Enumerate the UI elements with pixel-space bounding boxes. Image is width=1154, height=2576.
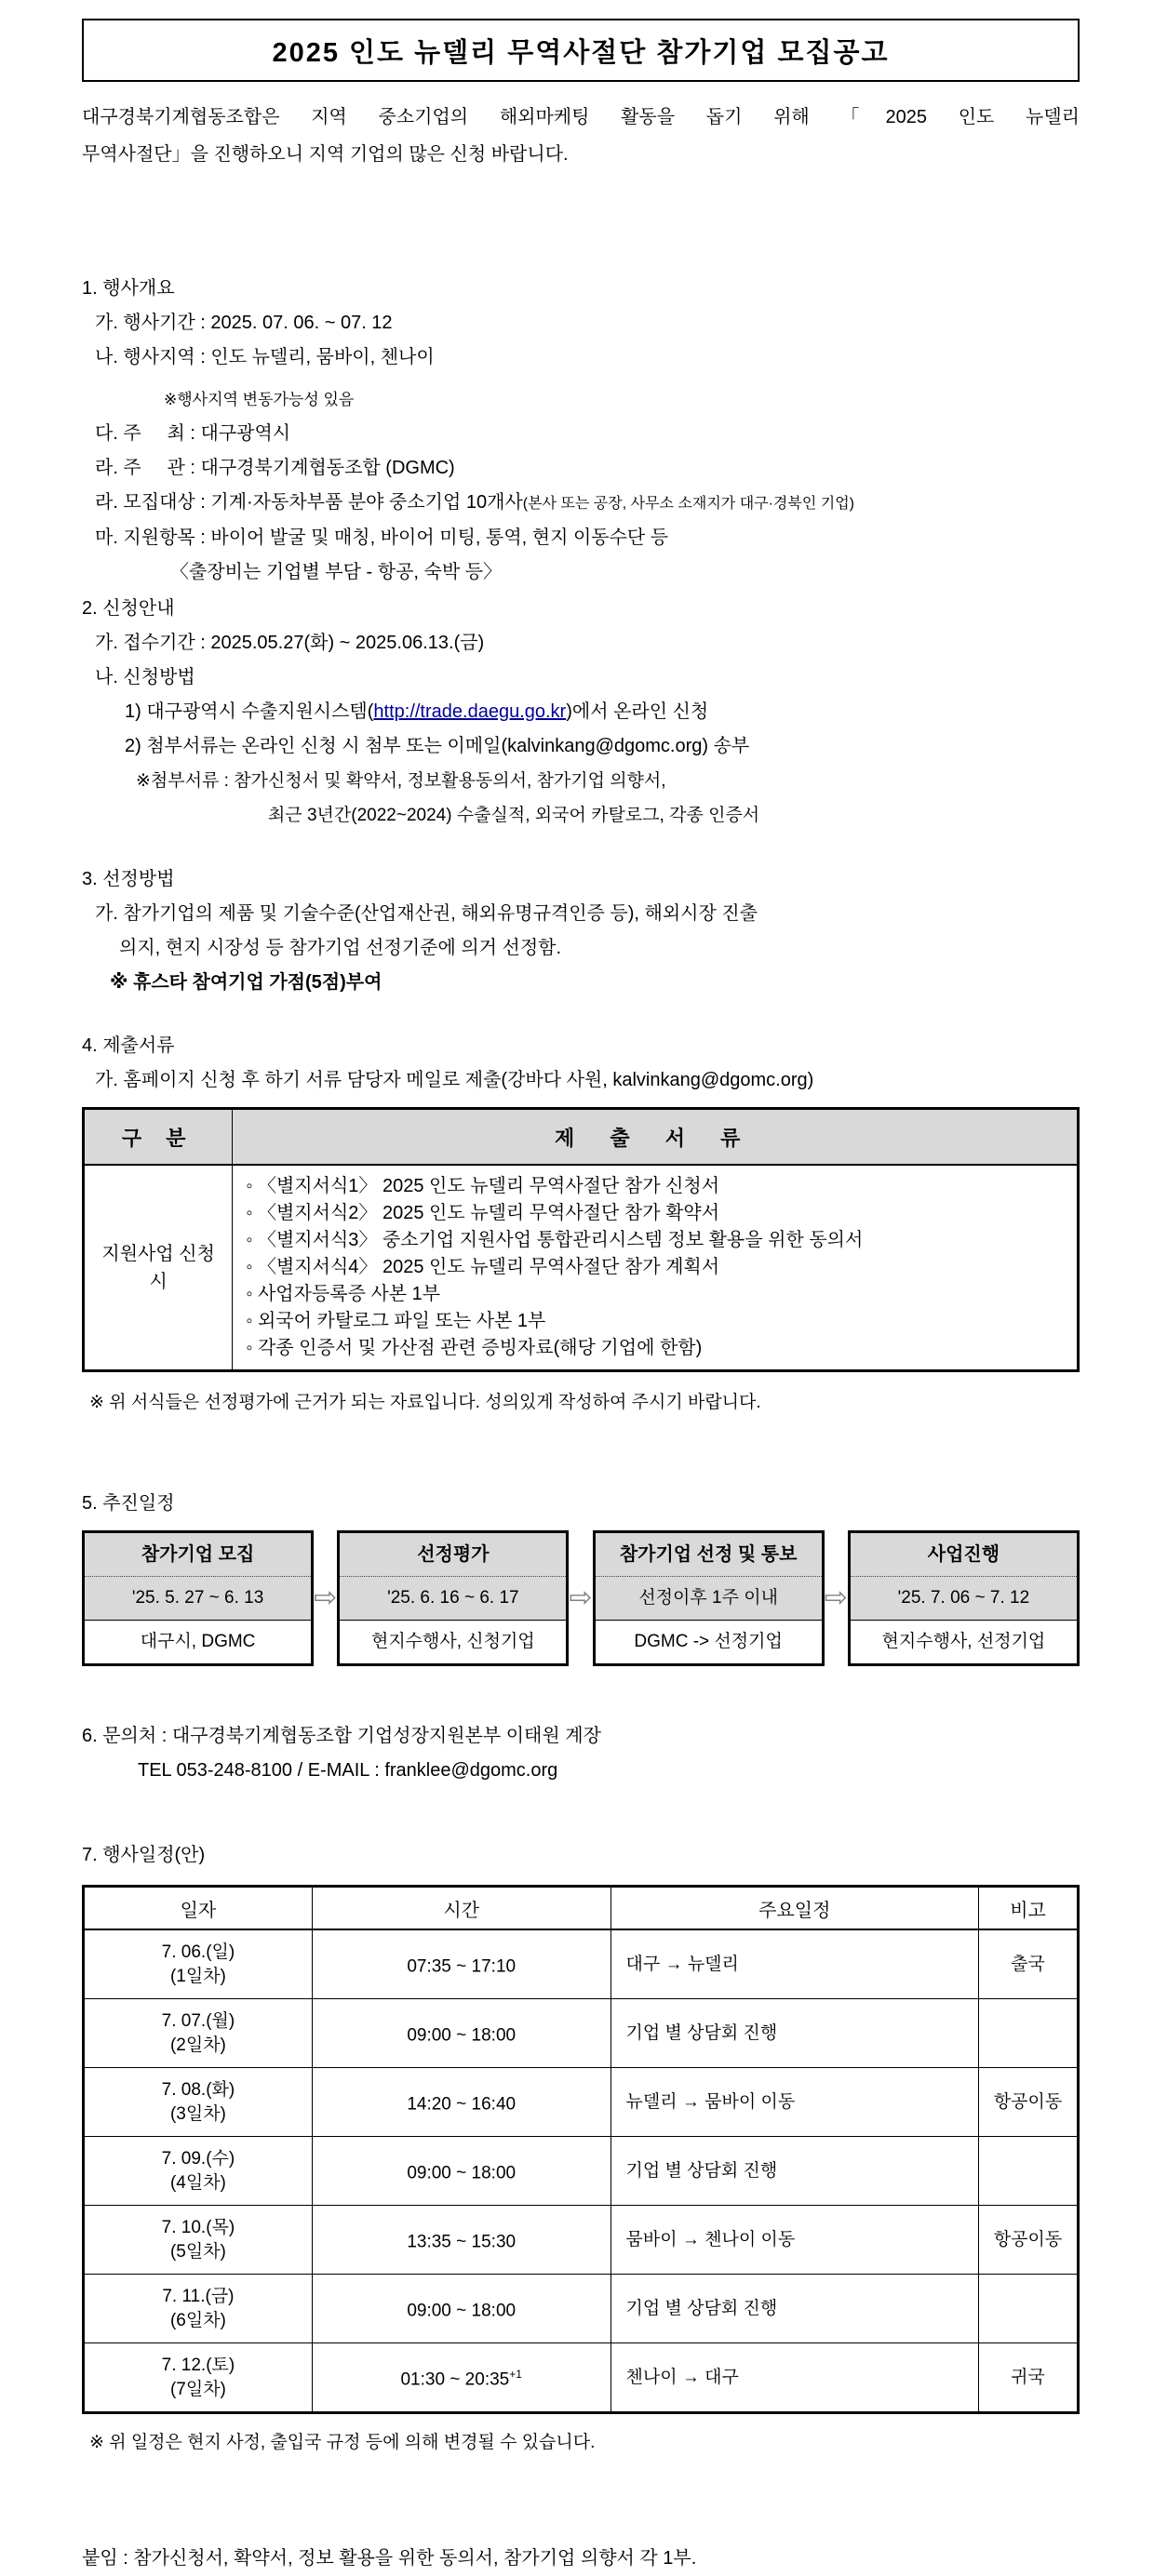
timeline-step-title: 사업진행 xyxy=(851,1533,1077,1577)
doc-table-body-row xyxy=(84,1165,1079,1371)
schedule-header-note: 비고 xyxy=(979,1887,1079,1930)
arrow-right-icon: ⇨ xyxy=(314,1582,338,1613)
schedule-time-cell xyxy=(312,1929,611,1999)
schedule-note-cell: 귀국 xyxy=(979,2343,1079,2413)
document-item: ◦ 〈별지서식4〉 2025 인도 뉴델리 무역사절단 참가 계획서 xyxy=(246,1257,720,1277)
schedule-time-cell xyxy=(312,2137,611,2206)
schedule-time: 09:00 ~ 18:00 xyxy=(407,2301,517,2321)
schedule-header-row xyxy=(84,1887,1079,1930)
timeline-step-title: 참가기업 선정 및 통보 xyxy=(596,1533,822,1577)
doc-table-header-documents: 제 출 서 류 xyxy=(233,1109,1079,1166)
schedule-change-note: ※ 위 일정은 현지 사정, 출입국 규정 등에 의해 변경될 수 있습니다. xyxy=(89,2433,596,2452)
schedule-time-cell xyxy=(312,2206,611,2275)
schedule-note-cell xyxy=(979,2137,1079,2206)
schedule-note-cell: 출국 xyxy=(979,1929,1079,1999)
schedule-daynum: (1일차) xyxy=(169,1966,226,1986)
schedule-time-cell xyxy=(312,1999,611,2068)
schedule-date: 7. 08.(화) xyxy=(161,2079,235,2100)
support-items: 마. 지원항목 : 바이어 발굴 및 매칭, 바이어 미팅, 통역, 현지 이동수단 등 xyxy=(95,527,669,548)
timeline-step-execute xyxy=(848,1530,1080,1666)
intro-line-1: 대구경북기계협동조합은 지역 중소기업의 해외마케팅 활동을 돕기 위해 「2025 인도 뉴델리 xyxy=(82,107,1080,127)
recruit-target-main: 라. 모집대상 : 기계·자동차부품 분야 중소기업 10개사 xyxy=(95,492,523,513)
apply-method-online xyxy=(82,695,1080,729)
schedule-event-cell: 뭄바이 → 첸나이 이동 xyxy=(611,2206,979,2275)
schedule-header-event: 주요일정 xyxy=(611,1887,979,1930)
timeline-step-period: 선정이후 1주 이내 xyxy=(596,1577,822,1621)
event-organizer: 라. 주 관 : 대구경북기계협동조합 (DGMC) xyxy=(95,458,455,478)
document-item: ◦ 외국어 카탈로그 파일 또는 사본 1부 xyxy=(246,1311,546,1331)
schedule-date: 7. 10.(목) xyxy=(161,2217,235,2237)
schedule-date-cell xyxy=(84,2206,313,2275)
recruit-target xyxy=(82,486,1080,521)
document-item: ◦ 각종 인증서 및 가산점 관련 증빙자료(해당 기업에 한함) xyxy=(246,1338,703,1358)
timeline-step-title: 선정평가 xyxy=(340,1533,566,1577)
schedule-daynum: (5일차) xyxy=(169,2241,226,2262)
schedule-time-cell xyxy=(312,2068,611,2137)
doc-table-note: ※ 위 서식들은 선정평가에 근거가 되는 자료입니다. 성의있게 작성하여 주시기 바랍니다. xyxy=(89,1393,761,1412)
doc-table-header-category: 구 분 xyxy=(84,1109,233,1166)
timeline-step-recruit xyxy=(82,1530,314,1666)
schedule-date: 7. 09.(수) xyxy=(161,2148,235,2169)
timeline-step-title: 참가기업 모집 xyxy=(85,1533,311,1577)
schedule-date-cell xyxy=(84,2137,313,2206)
schedule-time-cell xyxy=(312,2275,611,2343)
schedule-header-time: 시간 xyxy=(312,1887,611,1930)
recruit-target-small: (본사 또는 공장, 사무소 소재지가 대구·경북인 기업) xyxy=(522,496,854,512)
document-item: ◦ 사업자등록증 사본 1부 xyxy=(246,1284,441,1304)
section3-heading: 3. 선정방법 xyxy=(82,869,175,889)
schedule-date-cell xyxy=(84,1999,313,2068)
timeline-step-agent: 대구시, DGMC xyxy=(85,1621,311,1663)
schedule-date-cell xyxy=(84,1929,313,1999)
attach-docs-note-2: 최근 3년간(2022~2024) 수출실적, 외국어 카탈로그, 각종 인증서 xyxy=(268,806,760,825)
arrow-right-icon: ⇨ xyxy=(569,1582,593,1613)
timeline-step-agent: 현지수행사, 선정기업 xyxy=(851,1621,1077,1663)
doc-table-items-cell xyxy=(233,1165,1079,1371)
schedule-daynum: (7일차) xyxy=(169,2379,226,2399)
support-note: 〈출장비는 기업별 부담 - 항공, 숙박 등〉 xyxy=(170,562,503,582)
selection-criteria-2: 의지, 현지 시장성 등 참가기업 선정기준에 의거 선정함. xyxy=(119,938,562,958)
schedule-time-sup: +1 xyxy=(509,2368,522,2382)
schedule-event-cell: 대구 → 뉴델리 xyxy=(611,1929,979,1999)
arrow-right-icon: ⇨ xyxy=(824,1582,848,1613)
timeline-step-agent: 현지수행사, 신청기업 xyxy=(340,1621,566,1663)
section4-heading: 4. 제출서류 xyxy=(82,1035,175,1056)
doc-table-row-label: 지원사업 신청 시 xyxy=(84,1165,233,1371)
schedule-event-cell: 뉴델리 → 뭄바이 이동 xyxy=(611,2068,979,2137)
apply-method-label: 나. 신청방법 xyxy=(95,667,195,687)
schedule-time: 07:35 ~ 17:10 xyxy=(407,1956,517,1977)
document-item: ◦ 〈별지서식2〉 2025 인도 뉴델리 무역사절단 참가 확약서 xyxy=(246,1203,720,1223)
schedule-row xyxy=(84,1999,1079,2068)
schedule-time: 09:00 ~ 18:00 xyxy=(407,2025,517,2046)
page-title: 2025 인도 뉴델리 무역사절단 참가기업 모집공고 xyxy=(272,37,890,68)
schedule-event-cell: 첸나이 → 대구 xyxy=(611,2343,979,2413)
timeline-step-agent: DGMC -> 선정기업 xyxy=(596,1621,822,1663)
schedule-row xyxy=(84,1929,1079,1999)
document-item: ◦ 〈별지서식1〉 2025 인도 뉴델리 무역사절단 참가 신청서 xyxy=(246,1176,720,1196)
schedule-row xyxy=(84,2137,1079,2206)
document-item: ◦ 〈별지서식3〉 중소기업 지원사업 통합관리시스템 정보 활용을 위한 동의서 xyxy=(246,1230,864,1250)
attach-docs-note-1: ※첨부서류 : 참가신청서 및 확약서, 정보활용동의서, 참가기업 의향서, xyxy=(136,771,666,791)
timeline-step-period: '25. 6. 16 ~ 6. 17 xyxy=(340,1577,566,1621)
timeline-step-period: '25. 5. 27 ~ 6. 13 xyxy=(85,1577,311,1621)
schedule-time: 14:20 ~ 16:40 xyxy=(407,2094,517,2115)
title-box xyxy=(82,19,1080,82)
trade-system-link[interactable]: http://trade.daegu.go.kr xyxy=(373,701,567,722)
schedule-time: 09:00 ~ 18:00 xyxy=(407,2163,517,2183)
apply-method-email: 2) 첨부서류는 온라인 신청 시 첨부 또는 이메일(kalvinkang@dgomc.org) 송부 xyxy=(125,736,750,756)
section7-heading: 7. 행사일정(안) xyxy=(82,1845,206,1865)
schedule-row xyxy=(84,2068,1079,2137)
timeline-flow xyxy=(82,1530,1080,1666)
schedule-daynum: (3일차) xyxy=(169,2103,226,2124)
attachment-note: 붙임 : 참가신청서, 확약서, 정보 활용을 위한 동의서, 참가기업 의향서 각 1부. xyxy=(82,2548,697,2569)
event-region: 나. 행사지역 : 인도 뉴델리, 뭄바이, 첸나이 xyxy=(95,347,435,367)
apply-method-online-post: )에서 온라인 신청 xyxy=(566,701,709,722)
submit-instruction: 가. 홈페이지 신청 후 하기 서류 담당자 메일로 제출(강바다 사원, kalvinkang@dgomc.org) xyxy=(95,1070,814,1090)
doc-table-header-row xyxy=(84,1109,1079,1166)
schedule-daynum: (4일차) xyxy=(169,2172,226,2193)
timeline-step-notify xyxy=(593,1530,825,1666)
schedule-note-cell: 항공이동 xyxy=(979,2206,1079,2275)
schedule-event-cell: 기업 별 상담회 진행 xyxy=(611,1999,979,2068)
schedule-time-cell xyxy=(312,2343,611,2413)
schedule-date: 7. 06.(일) xyxy=(161,1942,235,1962)
schedule-date: 7. 12.(토) xyxy=(161,2355,235,2375)
schedule-date: 7. 07.(월) xyxy=(161,2010,235,2031)
schedule-row xyxy=(84,2206,1079,2275)
schedule-event-cell: 기업 별 상담회 진행 xyxy=(611,2275,979,2343)
section1-heading: 1. 행사개요 xyxy=(82,278,175,299)
apply-period: 가. 접수기간 : 2025.05.27(화) ~ 2025.06.13.(금) xyxy=(95,633,485,653)
schedule-note-cell xyxy=(979,1999,1079,2068)
schedule-date-cell xyxy=(84,2275,313,2343)
schedule-daynum: (6일차) xyxy=(169,2310,226,2330)
schedule-time: 01:30 ~ 20:35 xyxy=(400,2369,510,2390)
schedule-note-cell: 항공이동 xyxy=(979,2068,1079,2137)
schedule-note-cell xyxy=(979,2275,1079,2343)
intro-line-2: 무역사절단」을 진행하오니 지역 기업의 많은 신청 바랍니다. xyxy=(82,144,569,165)
apply-method-online-pre: 1) 대구광역시 수출지원시스템( xyxy=(125,701,374,722)
schedule-daynum: (2일차) xyxy=(169,2035,226,2055)
section5-heading: 5. 추진일정 xyxy=(82,1493,175,1514)
region-note: ※행사지역 변동가능성 있음 xyxy=(164,391,355,408)
schedule-header-date: 일자 xyxy=(84,1887,313,1930)
schedule-date-cell xyxy=(84,2068,313,2137)
schedule-date-cell xyxy=(84,2343,313,2413)
hustar-bonus-note: ※ 휴스타 참여기업 가점(5점)부여 xyxy=(110,972,382,993)
schedule-event-cell: 기업 별 상담회 진행 xyxy=(611,2137,979,2206)
schedule-date: 7. 11.(금) xyxy=(162,2286,235,2306)
section2-heading: 2. 신청안내 xyxy=(82,598,175,619)
contact-tel-email: TEL 053-248-8100 / E-MAIL : franklee@dgomc.org xyxy=(138,1760,558,1781)
contact-line: 6. 문의처 : 대구경북기계협동조합 기업성장지원본부 이태원 계장 xyxy=(82,1726,601,1746)
timeline-step-evaluation xyxy=(337,1530,569,1666)
submission-documents-table xyxy=(82,1107,1080,1372)
event-period: 가. 행사기간 : 2025. 07. 06. ~ 07. 12 xyxy=(95,313,393,333)
schedule-row xyxy=(84,2343,1079,2413)
timeline-step-period: '25. 7. 06 ~ 7. 12 xyxy=(851,1577,1077,1621)
schedule-row xyxy=(84,2275,1079,2343)
selection-criteria-1: 가. 참가기업의 제품 및 기술수준(산업재산권, 해외유명규격인증 등), 해외시장 진출 xyxy=(95,903,758,924)
event-schedule-table xyxy=(82,1885,1080,2414)
event-host: 다. 주 최 : 대구광역시 xyxy=(95,423,291,444)
schedule-time: 13:35 ~ 15:30 xyxy=(407,2232,517,2252)
